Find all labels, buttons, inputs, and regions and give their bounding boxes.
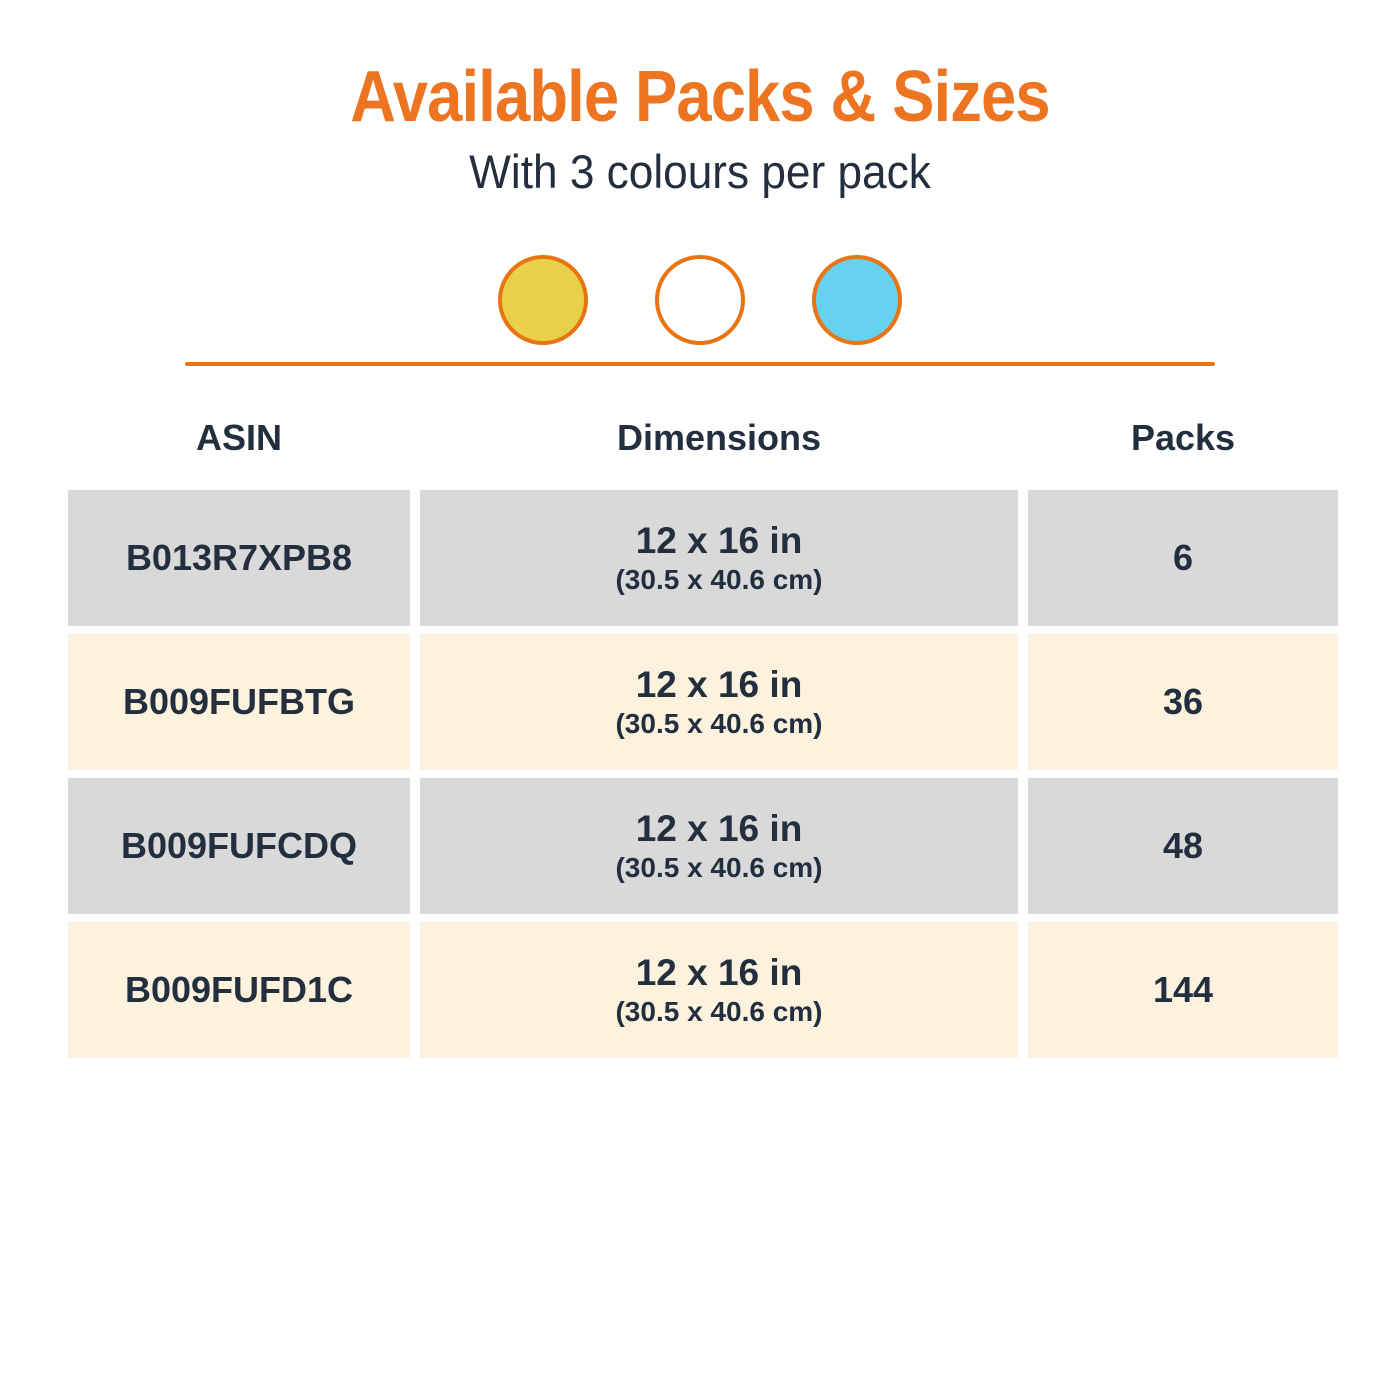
dimensions-cm: (30.5 x 40.6 cm) (615, 996, 823, 1027)
colour-swatch-row (0, 255, 1400, 345)
table-body (68, 490, 1338, 1058)
packs-cell (1028, 490, 1338, 626)
dimensions-cm: (30.5 x 40.6 cm) (615, 564, 823, 595)
asin-value: B009FUFBTG (122, 681, 356, 722)
asin-cell (68, 490, 410, 626)
white-swatch-icon (655, 255, 745, 345)
dimensions-cell (420, 778, 1018, 914)
asin-cell (68, 778, 410, 914)
packs-value: 48 (1162, 825, 1204, 866)
packs-value: 144 (1152, 969, 1214, 1010)
packs-cell (1028, 922, 1338, 1058)
dimensions-cell (420, 922, 1018, 1058)
divider-line (185, 362, 1215, 366)
dimensions-cm: (30.5 x 40.6 cm) (615, 852, 823, 883)
asin-cell (68, 634, 410, 770)
blue-swatch-icon (812, 255, 902, 345)
dimensions-inches: 12 x 16 in (635, 808, 803, 849)
yellow-swatch-icon (498, 255, 588, 345)
dimensions-inches: 12 x 16 in (635, 664, 803, 705)
page-subtitle: With 3 colours per pack (469, 145, 931, 198)
packs-cell (1028, 634, 1338, 770)
col-header-dimensions: Dimensions (616, 417, 822, 458)
packs-value: 6 (1172, 537, 1194, 578)
asin-value: B009FUFD1C (124, 969, 354, 1010)
page-title: Available Packs & Sizes (350, 57, 1050, 137)
col-header-asin: ASIN (195, 417, 282, 458)
dimensions-cm: (30.5 x 40.6 cm) (615, 708, 823, 739)
dimensions-cell (420, 490, 1018, 626)
dimensions-cell (420, 634, 1018, 770)
asin-value: B009FUFCDQ (120, 825, 358, 866)
packs-value: 36 (1162, 681, 1204, 722)
dimensions-inches: 12 x 16 in (635, 952, 803, 993)
packs-cell (1028, 778, 1338, 914)
dimensions-inches: 12 x 16 in (635, 520, 803, 561)
asin-value: B013R7XPB8 (125, 537, 353, 578)
asin-cell (68, 922, 410, 1058)
col-header-packs: Packs (1130, 417, 1236, 458)
table-header-row (68, 414, 1338, 462)
